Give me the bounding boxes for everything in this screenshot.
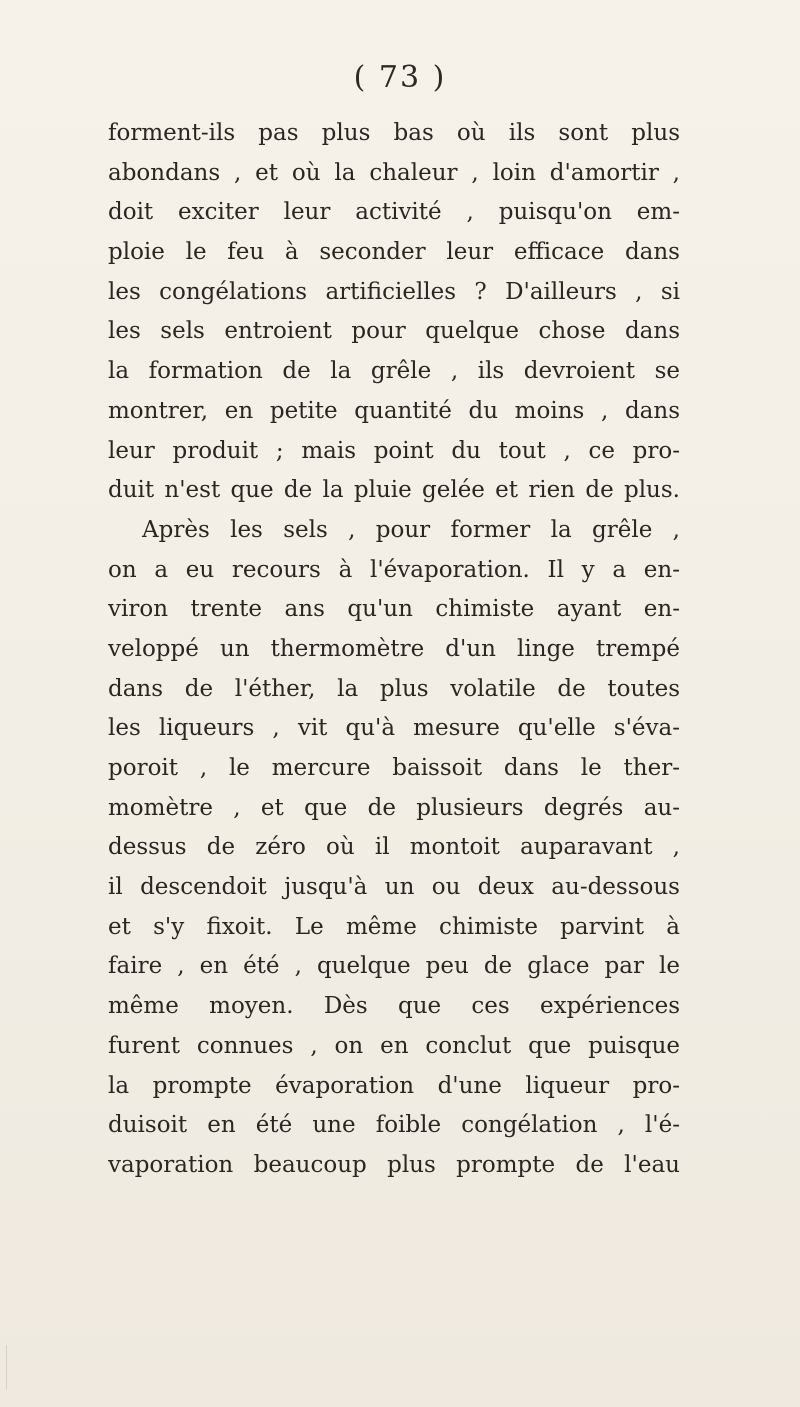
text-line: les liqueurs , vit qu'à mesure qu'elle s'éva- (108, 715, 680, 742)
text-line: même moyen. Dès que ces expériences (108, 993, 680, 1020)
text-line: forment-ils pas plus bas où ils sont plus (108, 120, 680, 146)
text-line: dans de l'éther, la plus volatile de toutes (108, 675, 680, 702)
page-edge-mark (6, 1345, 11, 1390)
text-line: veloppé un thermomètre d'un linge trempé (108, 635, 680, 662)
text-line: les congélations artificielles ? D'ailleurs , si (108, 278, 680, 305)
text-line: duit n'est que de la pluie gelée et rien de plus. (108, 477, 680, 504)
text-line: abondans , et où la chaleur , loin d'amortir , (108, 159, 680, 186)
text-line: duisoit en été une foible congélation , l'é- (108, 1112, 680, 1139)
text-line: il descendoit jusqu'à un ou deux au-dessous (108, 874, 680, 901)
text-line: viron trente ans qu'un chimiste ayant en- (108, 596, 680, 623)
text-line: momètre , et que de plusieurs degrés au- (108, 794, 680, 821)
page-number: ( 73 ) (353, 60, 447, 95)
text-line: montrer, en petite quantité du moins , dans (108, 397, 680, 424)
text-line: vaporation beaucoup plus prompte de l'eau (108, 1151, 680, 1178)
text-line: doit exciter leur activité , puisqu'on em- (108, 199, 680, 226)
text-line: faire , en été , quelque peu de glace par le (108, 953, 680, 980)
text-line: les sels entroient pour quelque chose dans (108, 318, 680, 345)
text-line: Après les sels , pour former la grêle , (142, 516, 680, 543)
text-line: dessus de zéro où il montoit auparavant , (108, 834, 680, 861)
text-line: leur produit ; mais point du tout , ce pro- (108, 437, 680, 464)
text-line: et s'y fixoit. Le même chimiste parvint à (108, 913, 680, 940)
text-line: la formation de la grêle , ils devroient se (108, 358, 680, 385)
text-line: on a eu recours à l'évaporation. Il y a en- (108, 556, 680, 583)
text-line: furent connues , on en conclut que puisque (108, 1032, 680, 1059)
text-line: la prompte évaporation d'une liqueur pro- (108, 1072, 680, 1099)
text-line: poroit , le mercure baissoit dans le ther- (108, 755, 680, 781)
text-line: ploie le feu à seconder leur efficace dans (108, 239, 680, 266)
body-text (108, 114, 680, 1186)
